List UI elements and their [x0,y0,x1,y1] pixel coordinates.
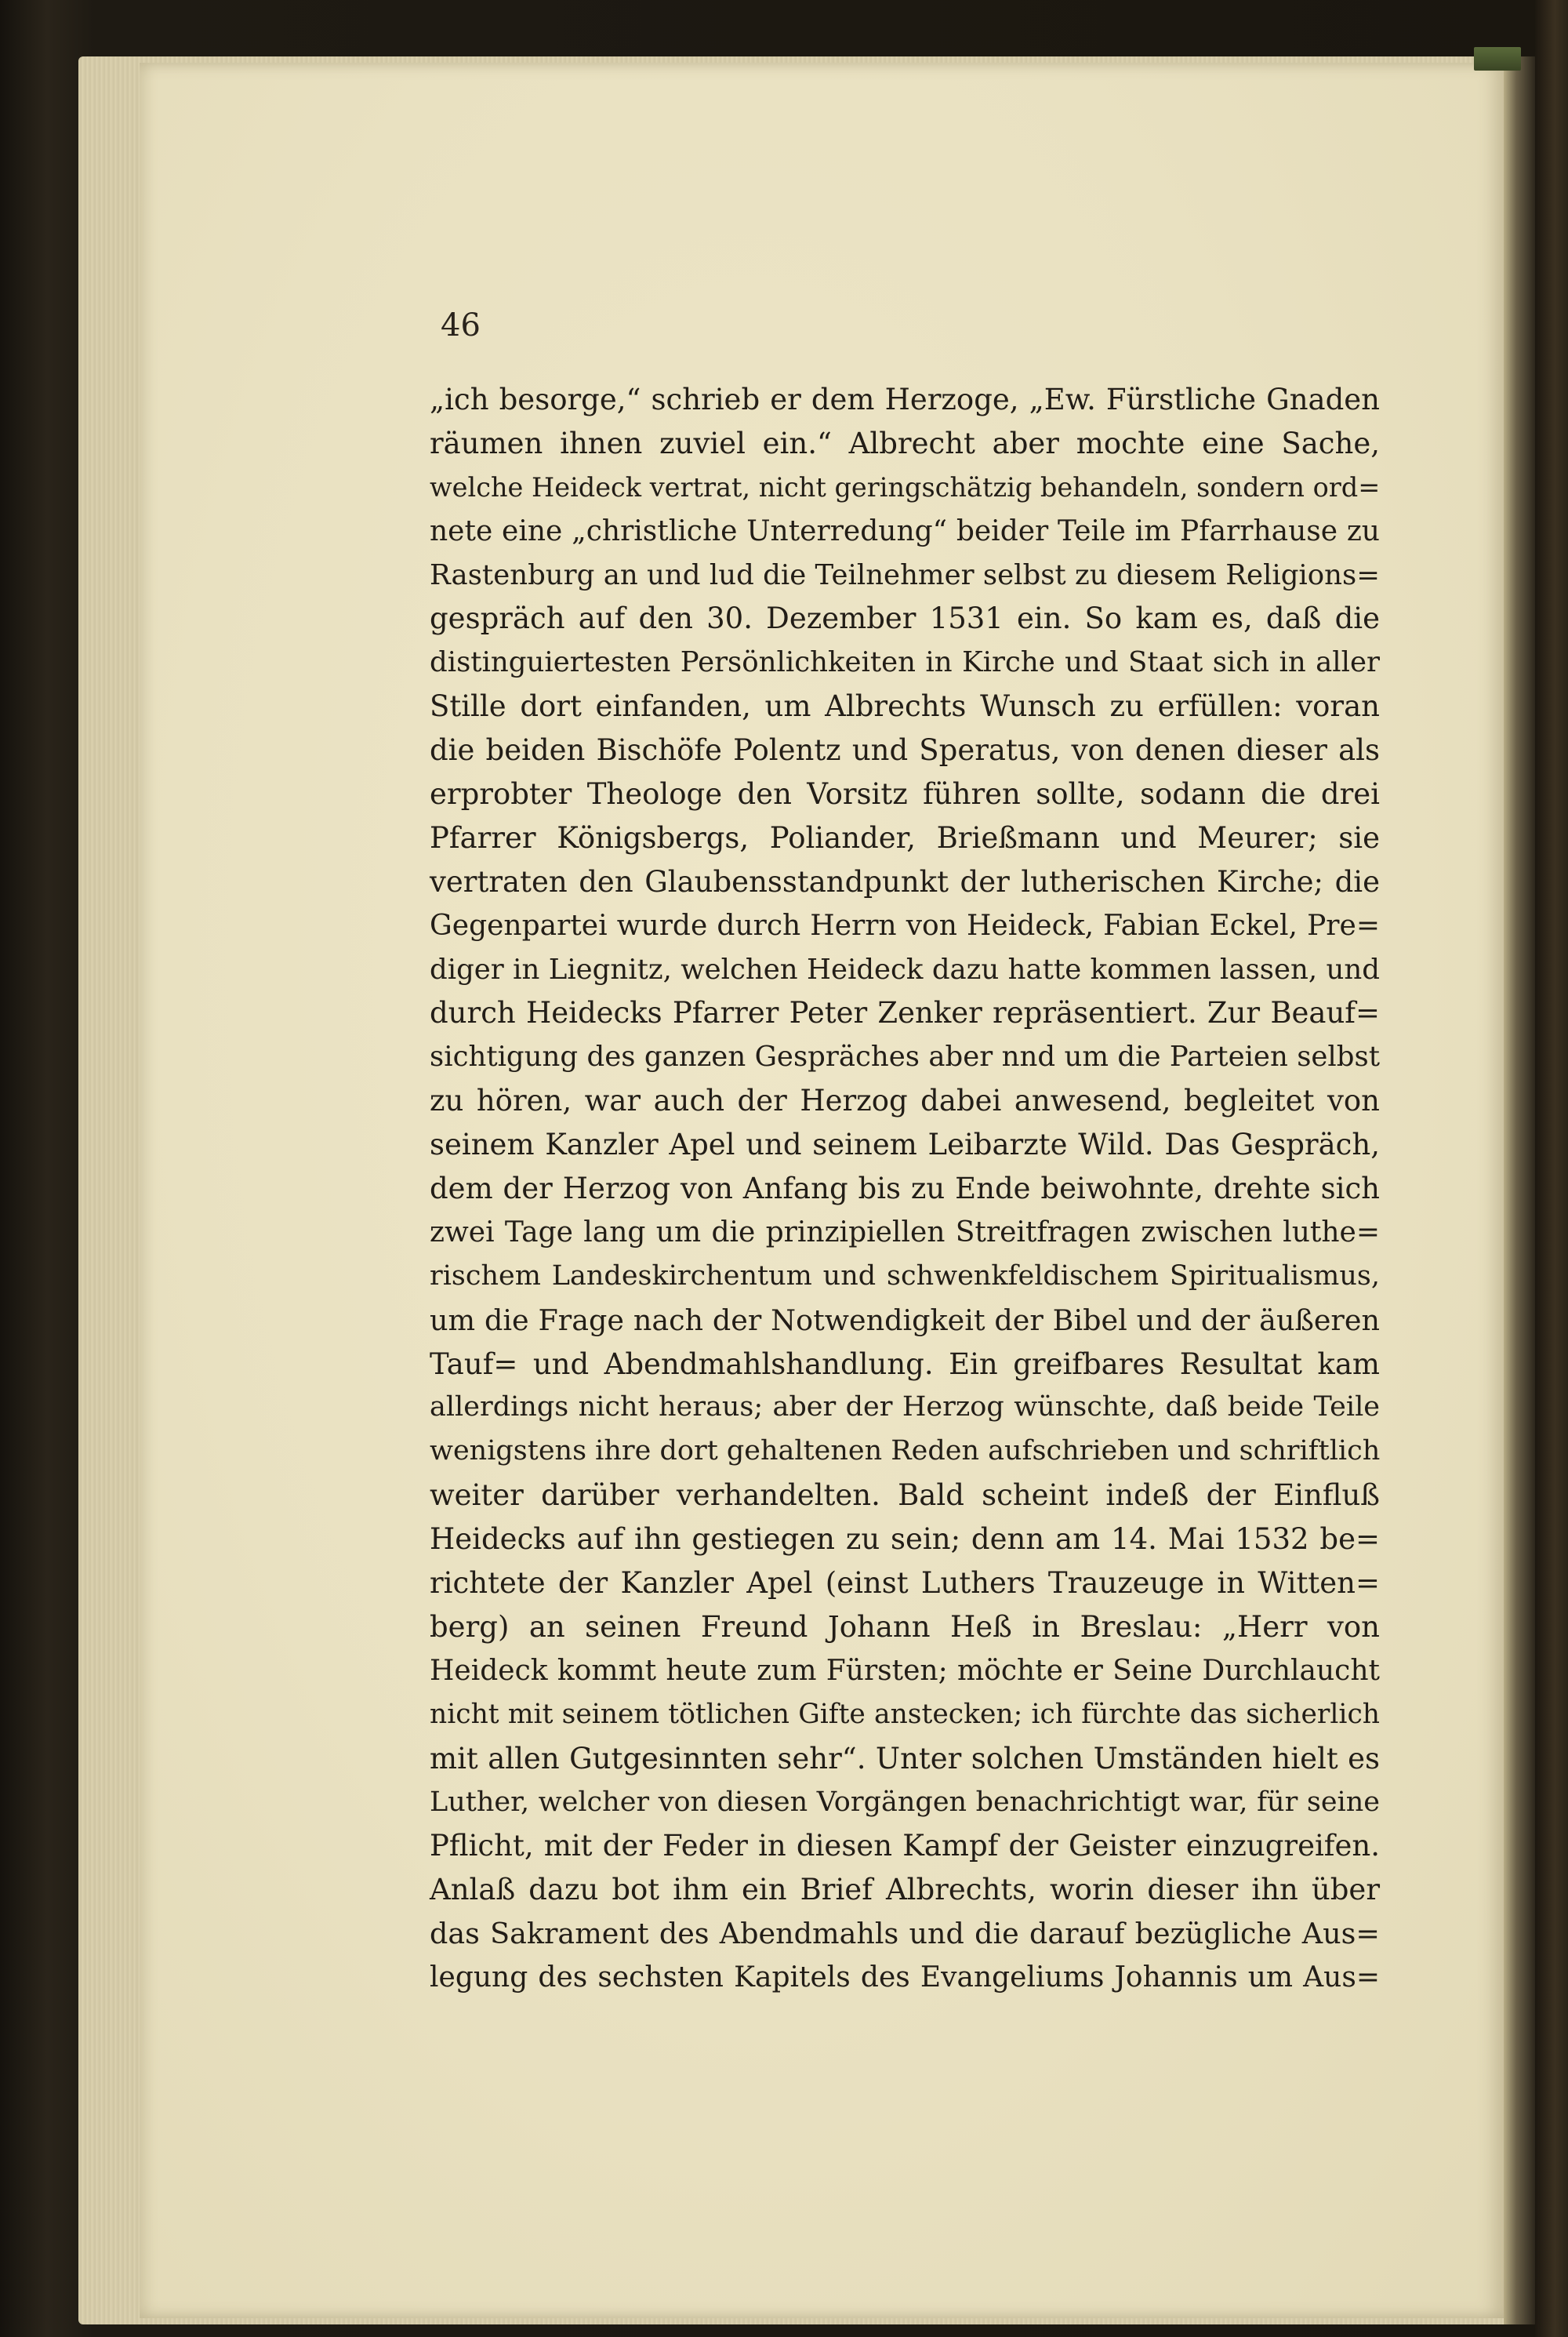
text-line: dem der Herzog von Anfang bis zu Ende beiwohnte, drehte sich [430,1172,1380,1206]
text-line: distinguiertesten Persönlichkeiten in Kirche und Staat sich in aller [430,646,1380,679]
text-line: das Sakrament des Abendmahls und die darauf bezügliche Aus= [430,1917,1380,1951]
text-line: Pflicht, mit der Feder in diesen Kampf der Geister einzugreifen. [430,1829,1380,1863]
text-line: zwei Tage lang um die prinzipiellen Streitfragen zwischen luthe= [430,1216,1380,1248]
text-line: berg) an seinen Freund Johann Heß in Breslau: „Herr von [430,1609,1380,1644]
text-line: Heideck kommt heute zum Fürsten; möchte er Seine Durchlaucht [430,1654,1380,1687]
text-line: Stille dort einfanden, um Albrechts Wunsch zu erfüllen: voran [430,689,1380,724]
text-line: allerdings nicht heraus; aber der Herzog wünschte, daß beide Teile [430,1391,1380,1423]
text-line: um die Frage nach der Notwendigkeit der Bibel und der äußeren [430,1303,1380,1337]
text-line: welche Heideck vertrat, nicht geringschätzig behandeln, sondern ord= [430,471,1381,503]
page-gutter-shadow [1504,56,1535,2324]
text-line: Gegenpartei wurde durch Herrn von Heideck, Fabian Eckel, Pre= [430,909,1380,942]
text-line: durch Heidecks Pfarrer Peter Zenker repräsentiert. Zur Beauf= [430,996,1380,1030]
text-line: seinem Kanzler Apel und seinem Leibarzte Wild. Das Gespräch, [430,1128,1380,1162]
text-line: die beiden Bischöfe Polentz und Speratus, von denen dieser als [430,733,1380,768]
text-line: diger in Liegnitz, welchen Heideck dazu hatte kommen lassen, und [430,953,1380,986]
text-line: richtete der Kanzler Apel (einst Luthers Trauzeuge in Witten= [430,1566,1380,1601]
text-line: Anlaß dazu bot ihm ein Brief Albrechts, worin dieser ihn über [430,1873,1380,1907]
text-line: zu hören, war auch der Herzog dabei anwesend, begleitet von [430,1084,1380,1118]
text-line: „ich besorge,“ schrieb er dem Herzoge, „Ew. Fürstliche Gnaden [430,383,1380,416]
body-text [430,378,1380,2000]
text-line: räumen ihnen zuviel ein.“ Albrecht aber mochte eine Sache, [430,426,1380,460]
page-number: 46 [441,307,481,343]
text-line: nete eine „christliche Unterredung“ beider Teile im Pfarrhause zu [430,514,1380,547]
text-line: Luther, welcher von diesen Vorgängen benachrichtigt war, für seine [430,1786,1380,1818]
text-line: Heidecks auf ihn gestiegen zu sein; denn am 14. Mai 1532 be= [430,1522,1380,1557]
text-line: erprobter Theologe den Vorsitz führen sollte, sodann die drei [430,777,1380,812]
text-line: rischem Landeskirchentum und schwenkfeldischem Spiritualismus, [430,1259,1380,1292]
text-line: Tauf= und Abendmahlshandlung. Ein greifbares Resultat kam [430,1347,1380,1381]
text-line: gespräch auf den 30. Dezember 1531 ein. So kam es, daß die [430,602,1380,636]
text-line: Pfarrer Königsbergs, Poliander, Brießmann und Meurer; sie [430,820,1380,855]
text-line: wenigstens ihre dort gehaltenen Reden aufschrieben und schriftlich [430,1435,1381,1467]
text-line: vertraten den Glaubensstandpunkt der lutherischen Kirche; die [430,864,1380,899]
text-line: nicht mit seinem tötlichen Gifte anstecken; ich fürchte das sicherlich [430,1698,1380,1730]
text-line: Rastenburg an und lud die Teilnehmer selbst zu diesem Religions= [430,558,1380,591]
book-spine-edge [1535,0,1568,2337]
bookmark-ribbon [1474,47,1521,71]
text-line: mit allen Gutgesinnten sehr“. Unter solchen Umständen hielt es [430,1741,1380,1775]
text-line: legung des sechsten Kapitels des Evangeliums Johannis um Aus= [430,1961,1380,1994]
text-line: weiter darüber verhandelten. Bald scheint indeß der Einfluß [430,1478,1380,1513]
text-line: sichtigung des ganzen Gespräches aber nnd um die Parteien selbst [430,1041,1380,1074]
